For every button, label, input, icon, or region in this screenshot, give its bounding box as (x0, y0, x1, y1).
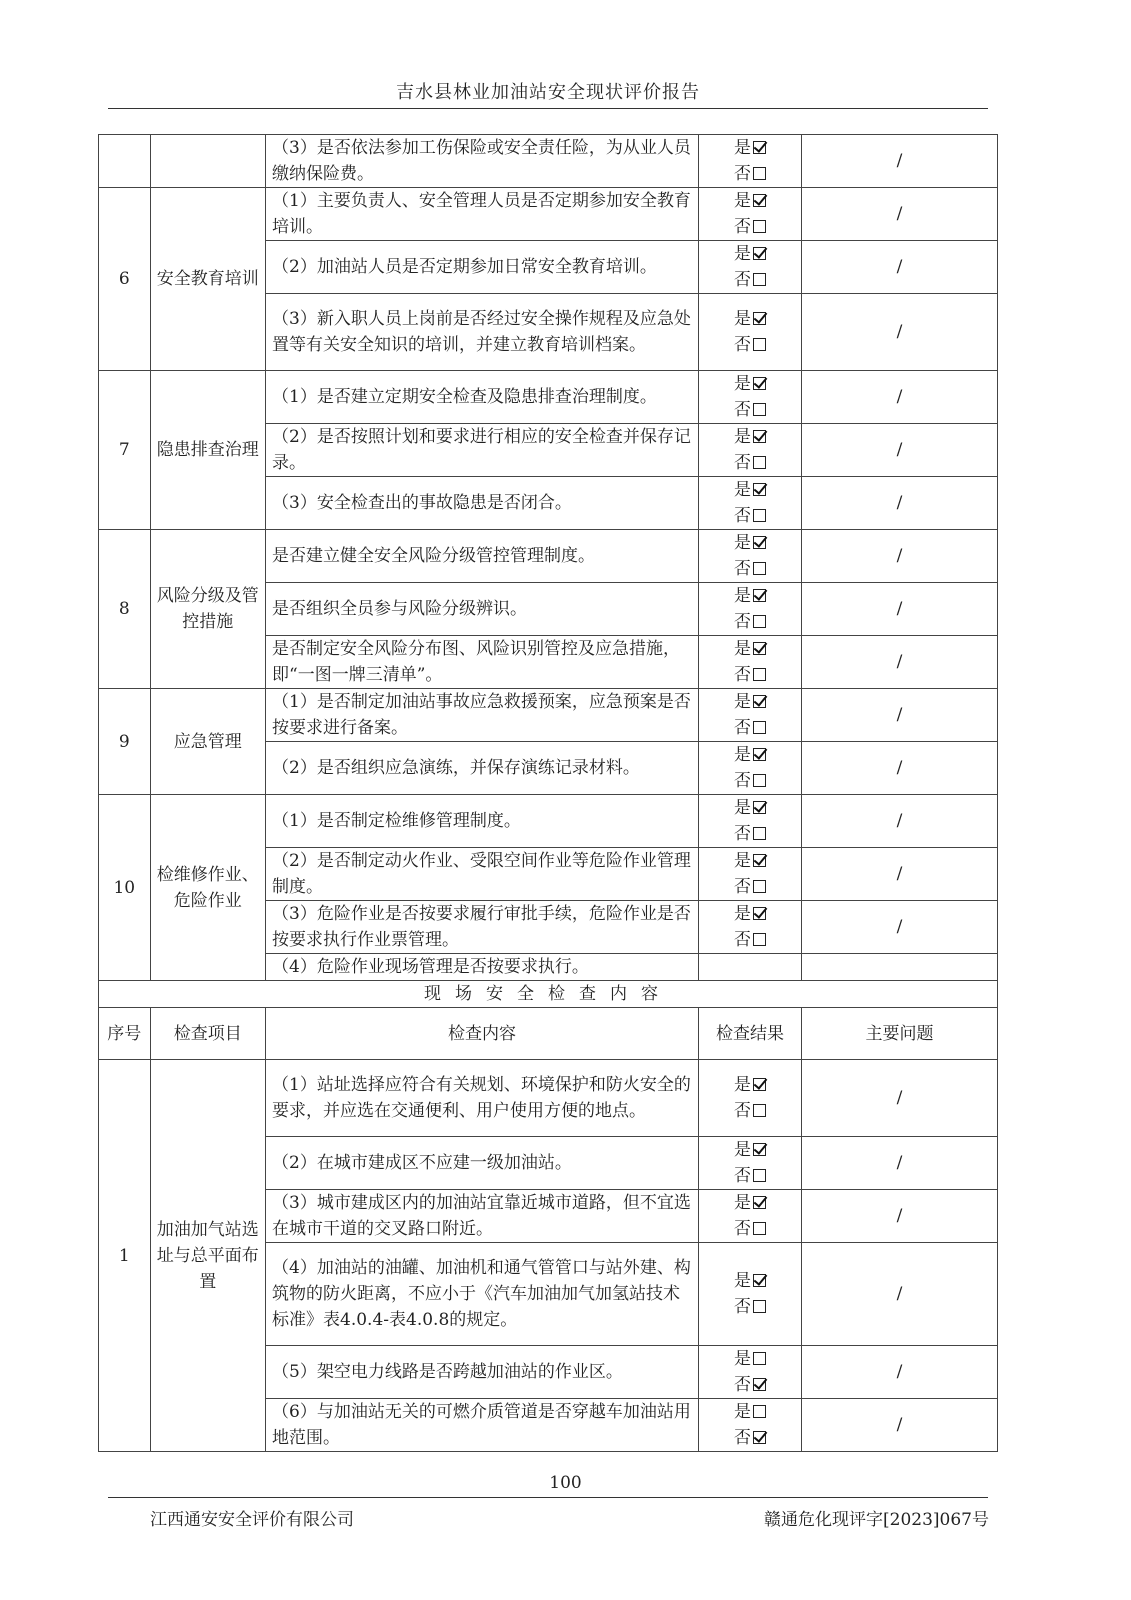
check-content: （6）与加油站无关的可燃介质管道是否穿越车加油站用地范围。 (266, 1399, 699, 1452)
check-content: （1）是否制定加油站事故应急救援预案，应急预案是否按要求进行备案。 (266, 689, 699, 742)
result-option-yes (705, 742, 795, 768)
unchecked-box-icon (753, 1222, 766, 1235)
result-option-yes (705, 241, 795, 267)
checked-box-icon (753, 1274, 766, 1287)
unchecked-box-icon (753, 774, 766, 787)
item-seq (99, 135, 151, 188)
result-option-no (705, 1372, 795, 1398)
result-option-yes (705, 188, 795, 214)
unchecked-box-icon (753, 338, 766, 351)
main-issue: / (802, 901, 998, 954)
item-seq: 6 (99, 188, 151, 371)
table-row (99, 371, 998, 424)
result-option-yes (705, 1137, 795, 1163)
result-option-label: 是 (734, 309, 752, 329)
result-option-label: 是 (734, 374, 752, 394)
check-result (699, 954, 802, 981)
main-issue: / (802, 1243, 998, 1346)
result-option-yes (705, 795, 795, 821)
column-header-seq: 序号 (99, 1008, 151, 1060)
result-option-label: 否 (734, 270, 752, 290)
result-option-label: 否 (734, 335, 752, 355)
page-number: 100 (549, 1473, 582, 1493)
check-result (699, 1137, 802, 1190)
check-content: （3）安全检查出的事故隐患是否闭合。 (266, 477, 699, 530)
result-option-no (705, 214, 795, 240)
check-content: （2）加油站人员是否定期参加日常安全教育培训。 (266, 241, 699, 294)
check-item: 风险分级及管控措施 (150, 530, 265, 689)
result-option-label: 否 (734, 771, 752, 791)
unchecked-box-icon (753, 668, 766, 681)
result-option-no (705, 715, 795, 741)
check-content: （1）主要负责人、安全管理人员是否定期参加安全教育培训。 (266, 188, 699, 241)
unchecked-box-icon (753, 562, 766, 575)
check-result (699, 1346, 802, 1399)
check-result (699, 371, 802, 424)
result-option-yes (705, 424, 795, 450)
result-option-label: 否 (734, 453, 752, 473)
result-option-yes (705, 1190, 795, 1216)
result-option-no (705, 768, 795, 794)
checked-box-icon (753, 536, 766, 549)
check-item: 应急管理 (150, 689, 265, 795)
result-option-label: 是 (734, 639, 752, 659)
main-issue: / (802, 1060, 998, 1137)
result-option-label: 否 (734, 506, 752, 526)
result-option-label: 否 (734, 612, 752, 632)
checked-box-icon (753, 312, 766, 325)
unchecked-box-icon (753, 615, 766, 628)
column-header-item: 检查项目 (150, 1008, 265, 1060)
result-option-yes (705, 583, 795, 609)
item-seq: 7 (99, 371, 151, 530)
main-issue: / (802, 583, 998, 636)
main-issue: / (802, 848, 998, 901)
result-option-label: 否 (734, 718, 752, 738)
result-option-label: 是 (734, 1402, 752, 1422)
check-content: （2）是否制定动火作业、受限空间作业等危险作业管理制度。 (266, 848, 699, 901)
check-item: 隐患排查治理 (150, 371, 265, 530)
result-option-label: 是 (734, 1193, 752, 1213)
check-content: （4）加油站的油罐、加油机和通气管管口与站外建、构筑物的防火距离，不应小于《汽车加油加气加氢站技术标准》表4.0.4-表4.0.8的规定。 (266, 1243, 699, 1346)
check-result (699, 1399, 802, 1452)
result-option-label: 否 (734, 559, 752, 579)
result-option-yes (705, 1399, 795, 1425)
page-header-title: 吉水县林业加油站安全现状评价报告 (396, 82, 700, 103)
table-row (99, 530, 998, 583)
check-result (699, 241, 802, 294)
result-option-yes (705, 306, 795, 332)
check-result (699, 1243, 802, 1346)
result-option-no (705, 267, 795, 293)
check-result (699, 689, 802, 742)
check-content: （3）是否依法参加工伤保险或安全责任险，为从业人员缴纳保险费。 (266, 135, 699, 188)
check-result (699, 795, 802, 848)
check-content: 是否制定安全风险分布图、风险识别管控及应急措施，即“一图一牌三清单”。 (266, 636, 699, 689)
check-content: （1）是否制定检维修管理制度。 (266, 795, 699, 848)
result-option-yes (705, 848, 795, 874)
result-option-label: 是 (734, 851, 752, 871)
main-issue: / (802, 530, 998, 583)
unchecked-box-icon (753, 880, 766, 893)
result-option-label: 否 (734, 164, 752, 184)
result-option-no (705, 662, 795, 688)
check-result (699, 424, 802, 477)
item-seq: 8 (99, 530, 151, 689)
result-option-label: 否 (734, 665, 752, 685)
result-option-label: 否 (734, 930, 752, 950)
unchecked-box-icon (753, 167, 766, 180)
check-content: （3）新入职人员上岗前是否经过安全操作规程及应急处置等有关安全知识的培训，并建立教育培训档案。 (266, 294, 699, 371)
result-option-label: 否 (734, 877, 752, 897)
checked-box-icon (753, 589, 766, 602)
check-result (699, 636, 802, 689)
result-option-no (705, 1425, 795, 1451)
check-item: 安全教育培训 (150, 188, 265, 371)
result-option-label: 否 (734, 1428, 752, 1448)
result-option-no (705, 332, 795, 358)
result-option-no (705, 450, 795, 476)
check-result (699, 1190, 802, 1243)
checked-box-icon (753, 1196, 766, 1209)
column-header-result: 检查结果 (699, 1008, 802, 1060)
section-title-row (99, 981, 998, 1008)
unchecked-box-icon (753, 1169, 766, 1182)
result-option-label: 是 (734, 692, 752, 712)
result-option-yes (705, 636, 795, 662)
result-option-label: 否 (734, 400, 752, 420)
unchecked-box-icon (753, 721, 766, 734)
result-option-label: 否 (734, 1101, 752, 1121)
unchecked-box-icon (753, 456, 766, 469)
main-issue: / (802, 1190, 998, 1243)
unchecked-box-icon (753, 273, 766, 286)
check-result (699, 1060, 802, 1137)
checked-box-icon (753, 247, 766, 260)
check-result (699, 530, 802, 583)
check-item (150, 135, 265, 188)
result-option-no (705, 1098, 795, 1124)
result-option-no (705, 609, 795, 635)
column-header-content: 检查内容 (266, 1008, 699, 1060)
main-issue: / (802, 371, 998, 424)
main-issue: / (802, 742, 998, 795)
check-result (699, 901, 802, 954)
checked-box-icon (753, 377, 766, 390)
unchecked-box-icon (753, 827, 766, 840)
table-row (99, 795, 998, 848)
checked-box-icon (753, 801, 766, 814)
check-result (699, 477, 802, 530)
unchecked-box-icon (753, 1300, 766, 1313)
checked-box-icon (753, 748, 766, 761)
check-result (699, 583, 802, 636)
result-option-no (705, 1163, 795, 1189)
main-issue: / (802, 294, 998, 371)
result-option-label: 是 (734, 1349, 752, 1369)
checked-box-icon (753, 430, 766, 443)
item-seq: 9 (99, 689, 151, 795)
checked-box-icon (753, 483, 766, 496)
main-issue: / (802, 241, 998, 294)
result-option-label: 是 (734, 1075, 752, 1095)
result-option-label: 是 (734, 1271, 752, 1291)
check-content: 是否组织全员参与风险分级辨识。 (266, 583, 699, 636)
main-issue: / (802, 188, 998, 241)
check-item: 加油加气站选址与总平面布置 (150, 1060, 265, 1452)
result-option-label: 是 (734, 138, 752, 158)
result-option-no (705, 1294, 795, 1320)
main-issue: / (802, 1137, 998, 1190)
inspection-table (98, 134, 998, 1452)
result-option-label: 是 (734, 427, 752, 447)
column-header-issue: 主要问题 (802, 1008, 998, 1060)
checked-box-icon (753, 1143, 766, 1156)
table-row (99, 135, 998, 188)
check-content: （1）站址选择应符合有关规划、环境保护和防火安全的要求，并应选在交通便利、用户使用方便的地点。 (266, 1060, 699, 1137)
check-content: （3）城市建成区内的加油站宜靠近城市道路，但不宜选在城市干道的交叉路口附近。 (266, 1190, 699, 1243)
result-option-label: 是 (734, 904, 752, 924)
main-issue: / (802, 795, 998, 848)
result-option-no (705, 503, 795, 529)
checked-box-icon (753, 695, 766, 708)
result-option-yes (705, 477, 795, 503)
result-option-no (705, 161, 795, 187)
check-content: （2）在城市建成区不应建一级加油站。 (266, 1137, 699, 1190)
result-option-label: 否 (734, 1297, 752, 1317)
result-option-no (705, 1216, 795, 1242)
report-number: 赣通危化现评字[2023]067号 (764, 1510, 989, 1530)
check-content: （2）是否按照计划和要求进行相应的安全检查并保存记录。 (266, 424, 699, 477)
result-option-label: 是 (734, 244, 752, 264)
unchecked-box-icon (753, 1352, 766, 1365)
checked-box-icon (753, 907, 766, 920)
result-option-label: 否 (734, 217, 752, 237)
item-seq: 1 (99, 1060, 151, 1452)
checked-box-icon (753, 1078, 766, 1091)
check-result (699, 188, 802, 241)
result-option-label: 是 (734, 745, 752, 765)
main-issue: / (802, 636, 998, 689)
result-option-label: 是 (734, 191, 752, 211)
unchecked-box-icon (753, 403, 766, 416)
checked-box-icon (753, 194, 766, 207)
company-name: 江西通安安全评价有限公司 (150, 1510, 354, 1530)
checked-box-icon (753, 642, 766, 655)
table-row (99, 188, 998, 241)
main-issue: / (802, 477, 998, 530)
result-option-label: 否 (734, 1375, 752, 1395)
result-option-label: 是 (734, 480, 752, 500)
main-issue (802, 954, 998, 981)
check-result (699, 135, 802, 188)
result-option-yes (705, 371, 795, 397)
result-option-label: 否 (734, 1219, 752, 1239)
header-rule (108, 108, 988, 109)
check-content: （4）危险作业现场管理是否按要求执行。 (266, 954, 699, 981)
check-result (699, 294, 802, 371)
result-option-no (705, 821, 795, 847)
main-issue: / (802, 1399, 998, 1452)
main-issue: / (802, 424, 998, 477)
checked-box-icon (753, 1378, 766, 1391)
check-content: （2）是否组织应急演练，并保存演练记录材料。 (266, 742, 699, 795)
check-result (699, 848, 802, 901)
column-header-row (99, 1008, 998, 1060)
result-option-yes (705, 689, 795, 715)
result-option-yes (705, 1346, 795, 1372)
result-option-no (705, 397, 795, 423)
result-option-label: 是 (734, 798, 752, 818)
result-option-label: 否 (734, 824, 752, 844)
result-option-no (705, 927, 795, 953)
check-content: （1）是否建立定期安全检查及隐患排查治理制度。 (266, 371, 699, 424)
table-row (99, 1060, 998, 1137)
unchecked-box-icon (753, 509, 766, 522)
footer-rule (108, 1497, 988, 1498)
check-content: （5）架空电力线路是否跨越加油站的作业区。 (266, 1346, 699, 1399)
result-option-no (705, 874, 795, 900)
result-option-yes (705, 530, 795, 556)
check-result (699, 742, 802, 795)
result-option-label: 是 (734, 533, 752, 553)
result-option-label: 是 (734, 586, 752, 606)
unchecked-box-icon (753, 933, 766, 946)
result-option-yes (705, 135, 795, 161)
result-option-label: 否 (734, 1166, 752, 1186)
unchecked-box-icon (753, 1104, 766, 1117)
check-item: 检维修作业、危险作业 (150, 795, 265, 981)
main-issue: / (802, 689, 998, 742)
check-content: （3）危险作业是否按要求履行审批手续，危险作业是否按要求执行作业票管理。 (266, 901, 699, 954)
section-title: 现场安全检查内容 (99, 981, 998, 1008)
check-content: 是否建立健全安全风险分级管控管理制度。 (266, 530, 699, 583)
result-option-yes (705, 901, 795, 927)
result-option-yes (705, 1268, 795, 1294)
unchecked-box-icon (753, 1405, 766, 1418)
table-row (99, 689, 998, 742)
item-seq: 10 (99, 795, 151, 981)
checked-box-icon (753, 1431, 766, 1444)
result-option-yes (705, 1072, 795, 1098)
main-issue: / (802, 1346, 998, 1399)
result-option-label: 是 (734, 1140, 752, 1160)
checked-box-icon (753, 854, 766, 867)
unchecked-box-icon (753, 220, 766, 233)
main-issue: / (802, 135, 998, 188)
result-option-no (705, 556, 795, 582)
checked-box-icon (753, 141, 766, 154)
